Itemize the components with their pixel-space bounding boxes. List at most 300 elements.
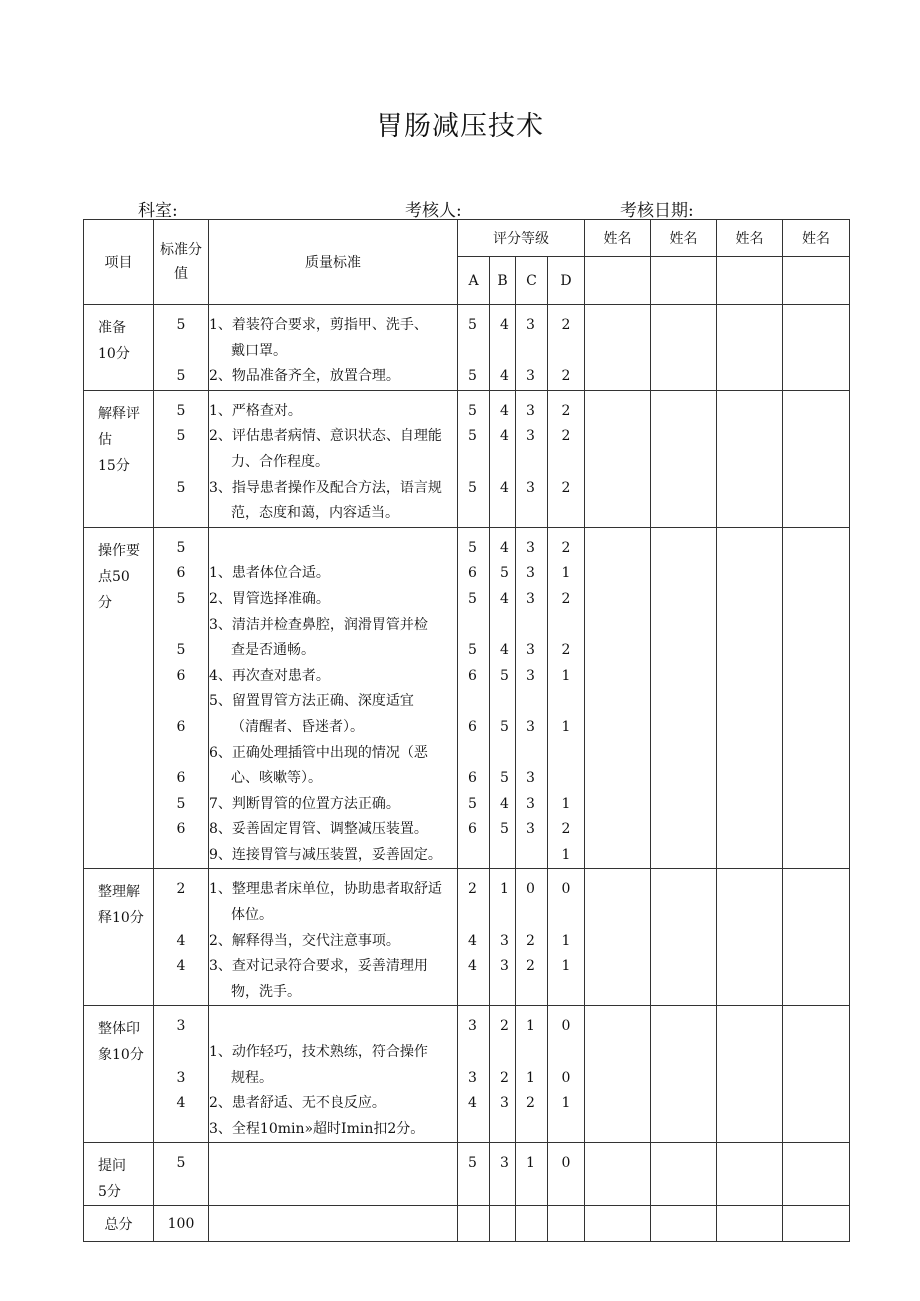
criterion-line: （清醒者、昏迷者）。 (231, 718, 364, 735)
category-cell (84, 869, 154, 1006)
score-value (526, 741, 547, 767)
score-value: 2 (526, 932, 535, 949)
name-score-cell[interactable] (717, 1143, 783, 1206)
score-value (500, 843, 515, 869)
score-value: 3 (468, 1018, 477, 1035)
score-value (500, 980, 515, 1006)
score-value: 5 (468, 795, 477, 812)
score-value: 1 (561, 846, 571, 863)
score-value: 4 (468, 958, 477, 975)
score-value: 3 (526, 667, 535, 684)
score-value: 3 (526, 479, 535, 496)
grade-a-cell (458, 1143, 490, 1206)
score-value: 2 (176, 881, 186, 898)
score-value: 1 (561, 565, 571, 582)
score-value: 4 (176, 958, 186, 975)
name-score-cell[interactable] (783, 390, 850, 527)
page-title: 胃肠减压技术 (376, 111, 544, 142)
score-value: 5 (176, 590, 186, 607)
total-blank (490, 1206, 516, 1242)
score-value: 1 (561, 667, 571, 684)
grade-b-cell (490, 869, 516, 1006)
score-value: 2 (500, 1018, 509, 1035)
name-score-cell[interactable] (651, 869, 717, 1006)
score-value: 4 (500, 368, 509, 385)
score-value: 6 (468, 770, 477, 787)
score-value: 5 (500, 770, 509, 787)
category-line: 提问 (98, 1158, 126, 1175)
score-value: 3 (176, 1018, 186, 1035)
name-score-cell[interactable] (585, 1006, 651, 1143)
section-row-tidy-explain (84, 869, 850, 1006)
score-value: 1 (500, 881, 509, 898)
score-value (526, 1040, 547, 1066)
criterion-line: 2、解释得当，交代注意事项。 (209, 932, 400, 949)
score-value (548, 903, 584, 929)
score-value: 5 (500, 667, 509, 684)
score-value (548, 980, 584, 1006)
score-value: 3 (526, 402, 535, 419)
score-value: 5 (468, 590, 477, 607)
examiner-label: 考核人: (405, 201, 462, 221)
standard-score-cell (154, 1006, 209, 1143)
score-value: 0 (561, 1155, 571, 1172)
category-line: 15分 (98, 457, 130, 474)
total-blank (548, 1206, 585, 1242)
score-value: 6 (176, 565, 186, 582)
score-value: 3 (500, 958, 509, 975)
grade-c-cell (516, 869, 548, 1006)
criterion-line: 物，洗手。 (231, 983, 301, 1000)
score-value (548, 766, 584, 792)
exam-date-label: 考核日期: (620, 201, 694, 221)
score-value: 1 (561, 958, 571, 975)
score-value: 3 (526, 795, 535, 812)
name-score-cell[interactable] (717, 527, 783, 869)
score-value: 2 (561, 317, 571, 333)
header-item: 项目 (84, 220, 154, 305)
score-value (548, 741, 584, 767)
criterion-line: 规程。 (231, 1069, 273, 1086)
score-value: 2 (561, 590, 571, 607)
criterion-line: 4、再次查对患者。 (209, 667, 330, 684)
grade-d-cell (548, 390, 585, 527)
score-value: 5 (176, 317, 186, 333)
score-value: 2 (468, 881, 477, 898)
score-value: 5 (468, 428, 477, 445)
name-score-cell[interactable] (651, 305, 717, 391)
score-value (468, 843, 489, 869)
score-value: 1 (561, 932, 571, 949)
score-value (468, 1117, 489, 1143)
criterion-line: 5、留置胃管方法正确、深度适宜 (209, 693, 414, 710)
score-value (468, 689, 489, 715)
score-value: 5 (176, 428, 186, 445)
name-score-cell[interactable] (651, 1006, 717, 1143)
department-label: 科室: (138, 201, 178, 221)
category-cell (84, 527, 154, 869)
grade-c-cell (516, 305, 548, 391)
score-value: 5 (500, 821, 509, 838)
category-line: 5分 (98, 1184, 121, 1201)
score-value: 6 (468, 667, 477, 684)
score-value: 3 (526, 642, 535, 659)
criterion-line: 1、整理患者床单位，协助患者取舒适 (209, 881, 442, 898)
grade-a-cell (458, 390, 490, 527)
score-value: 5 (468, 642, 477, 659)
score-value: 2 (561, 821, 571, 838)
score-value: 4 (176, 932, 186, 949)
grade-b-cell (490, 390, 516, 527)
category-line: 象10分 (98, 1047, 144, 1064)
criterion-line: 3、查对记录符合要求，妥善清理用 (209, 958, 428, 975)
grade-d-cell (548, 1143, 585, 1206)
score-value (154, 613, 208, 639)
criterion-line: 7、判断胃管的位置方法正确。 (209, 795, 400, 812)
name-score-cell[interactable] (783, 869, 850, 1006)
score-value: 3 (526, 770, 535, 787)
score-value: 0 (526, 881, 535, 898)
score-value (526, 843, 547, 869)
criterion-line: 2、物品准备齐全，放置合理。 (209, 368, 400, 385)
score-value: 3 (526, 718, 535, 735)
score-value: 0 (561, 1018, 571, 1035)
total-blank (516, 1206, 548, 1242)
score-value: 5 (176, 1155, 186, 1172)
header-grade-b: B (490, 257, 516, 305)
score-value (154, 1040, 208, 1066)
criteria-cell (209, 1143, 458, 1206)
score-value: 4 (500, 479, 509, 496)
score-value: 1 (526, 1155, 535, 1172)
name-score-cell[interactable] (783, 1143, 850, 1206)
score-value: 2 (561, 539, 571, 556)
score-value: 5 (500, 718, 509, 735)
category-line: 分 (98, 594, 112, 611)
section-row-overall-impression (84, 1006, 850, 1143)
name-score-cell[interactable] (651, 390, 717, 527)
criterion-line: 1、动作轻巧，技术熟练，符合操作 (209, 1044, 428, 1061)
criterion-line: 查是否通畅。 (231, 642, 315, 659)
total-blank (209, 1206, 458, 1242)
header-name-1: 姓名 (585, 220, 651, 257)
score-value (154, 843, 208, 869)
scoring-table (83, 219, 850, 1242)
criterion-line (209, 1151, 457, 1177)
grade-d-cell (548, 869, 585, 1006)
score-value (500, 613, 515, 639)
name-score-cell[interactable] (717, 390, 783, 527)
category-line: 解释评 (98, 405, 140, 422)
grade-c-cell (516, 527, 548, 869)
criterion-line (209, 1014, 457, 1040)
score-value (526, 903, 547, 929)
header-grade-d: D (548, 257, 585, 305)
score-value (548, 1117, 584, 1143)
name-score-cell[interactable] (783, 527, 850, 869)
standard-score-cell (154, 869, 209, 1006)
name-score-cell[interactable] (783, 305, 850, 391)
score-value (468, 339, 489, 365)
criterion-line: 心、咳嗽等）。 (231, 770, 322, 787)
score-value (548, 613, 584, 639)
criterion-line: 2、患者舒适、无不良反应。 (209, 1095, 386, 1112)
grade-b-cell (490, 1006, 516, 1143)
name-score-cell[interactable] (717, 1206, 783, 1242)
grade-b-cell (490, 1143, 516, 1206)
name-score-cell[interactable] (585, 527, 651, 869)
score-value: 5 (176, 479, 186, 496)
score-value: 6 (176, 821, 186, 838)
criterion-line: 3、清洁并检查鼻腔，润滑胃管并检 (209, 616, 428, 633)
header-standard-score: 标准分 值 (154, 220, 209, 305)
score-value: 3 (468, 1069, 477, 1086)
score-value (526, 613, 547, 639)
name-score-cell[interactable] (585, 1206, 651, 1242)
score-value: 1 (561, 795, 571, 812)
score-value (468, 741, 489, 767)
score-value (154, 450, 208, 476)
score-value: 4 (468, 1095, 477, 1112)
score-value (526, 980, 547, 1006)
section-row-questions (84, 1143, 850, 1206)
criteria-cell (209, 869, 458, 1006)
score-value: 0 (561, 881, 571, 898)
name-score-cell[interactable] (783, 1206, 850, 1242)
score-value (548, 339, 584, 365)
category-line: 准备 (98, 320, 126, 336)
score-value: 4 (500, 428, 509, 445)
score-value: 3 (176, 1069, 186, 1086)
score-value: 1 (526, 1069, 535, 1086)
name-cell[interactable] (717, 257, 783, 305)
score-value: 5 (468, 368, 477, 385)
grade-d-cell (548, 1006, 585, 1143)
name-score-cell[interactable] (651, 1143, 717, 1206)
criteria-cell (209, 305, 458, 391)
score-value: 3 (500, 1155, 509, 1172)
name-score-cell[interactable] (585, 305, 651, 391)
header-name-4: 姓名 (783, 220, 850, 257)
score-value: 6 (468, 718, 477, 735)
score-value (468, 980, 489, 1006)
grade-a-cell (458, 305, 490, 391)
grade-a-cell (458, 527, 490, 869)
criterion-line: 6、正确处理插管中出现的情况（恶 (209, 744, 428, 761)
score-value: 5 (468, 317, 477, 333)
grade-c-cell (516, 1143, 548, 1206)
criterion-line: 8、妥善固定胃管、调整减压装置。 (209, 821, 428, 838)
score-value: 1 (526, 1018, 535, 1035)
section-row-operation (84, 527, 850, 869)
score-value (468, 1040, 489, 1066)
score-value (500, 689, 515, 715)
category-line: 整理解 (98, 884, 140, 901)
score-value: 0 (561, 1069, 571, 1086)
header-quality-standard: 质量标准 (209, 220, 458, 305)
score-value: 4 (500, 539, 509, 556)
score-value (154, 339, 208, 365)
criterion-line: 2、评估患者病情、意识状态、自理能 (209, 428, 442, 445)
score-value: 5 (500, 565, 509, 582)
score-value: 2 (561, 479, 571, 496)
name-score-cell[interactable] (783, 1006, 850, 1143)
category-line: 操作要 (98, 542, 140, 559)
score-value: 2 (561, 368, 571, 385)
score-value: 2 (561, 642, 571, 659)
header-grade-group: 评分等级 (458, 220, 585, 257)
score-value (500, 903, 515, 929)
criterion-line (209, 536, 457, 562)
criterion-line: 3、全程10min»超时Imin扣2分。 (209, 1120, 425, 1137)
standard-score-cell (154, 1143, 209, 1206)
score-value (500, 741, 515, 767)
score-value: 4 (176, 1095, 186, 1112)
score-value (154, 741, 208, 767)
criteria-cell (209, 1006, 458, 1143)
score-value: 5 (468, 1155, 477, 1172)
name-cell[interactable] (585, 257, 651, 305)
grade-b-cell (490, 527, 516, 869)
score-value: 3 (500, 932, 509, 949)
category-line: 10分 (98, 346, 130, 362)
criteria-cell (209, 390, 458, 527)
score-value (154, 980, 208, 1006)
score-value: 5 (468, 479, 477, 496)
name-score-cell[interactable] (585, 1143, 651, 1206)
criterion-line: 1、着装符合要求，剪指甲、洗手、 (209, 317, 428, 333)
score-value: 3 (526, 368, 535, 385)
name-score-cell[interactable] (651, 527, 717, 869)
name-score-cell[interactable] (717, 305, 783, 391)
section-row-explain-assess (84, 390, 850, 527)
score-value: 3 (526, 821, 535, 838)
score-value: 2 (526, 1095, 535, 1112)
score-value: 3 (526, 428, 535, 445)
score-value: 6 (176, 667, 186, 684)
category-line: 释10分 (98, 910, 144, 927)
score-value (500, 1117, 515, 1143)
score-value: 2 (561, 402, 571, 419)
score-value: 5 (468, 539, 477, 556)
total-blank (458, 1206, 490, 1242)
score-value: 5 (176, 368, 186, 385)
category-line: 整体印 (98, 1021, 140, 1038)
criteria-cell (209, 527, 458, 869)
section-row-preparation (84, 305, 850, 391)
grade-c-cell (516, 390, 548, 527)
grade-b-cell (490, 305, 516, 391)
score-value (500, 339, 515, 365)
grade-d-cell (548, 305, 585, 391)
score-value: 4 (500, 795, 509, 812)
score-value: 3 (526, 539, 535, 556)
criterion-line: 1、患者体位合适。 (209, 565, 330, 582)
score-value: 4 (500, 402, 509, 419)
standard-score-cell (154, 390, 209, 527)
score-value (500, 1040, 515, 1066)
name-score-cell[interactable] (651, 1206, 717, 1242)
criterion-line: 范，态度和蔼，内容适当。 (231, 505, 399, 522)
score-value: 3 (526, 317, 535, 333)
score-value: 3 (526, 590, 535, 607)
score-value: 2 (500, 1069, 509, 1086)
score-value (500, 450, 515, 476)
grade-d-cell (548, 527, 585, 869)
name-score-cell[interactable] (717, 1006, 783, 1143)
score-value (468, 450, 489, 476)
score-value (154, 1117, 208, 1143)
standard-score-cell (154, 527, 209, 869)
score-value: 2 (561, 428, 571, 445)
criterion-line: 1、严格查对。 (209, 402, 302, 419)
score-value (468, 613, 489, 639)
name-cell[interactable] (651, 257, 717, 305)
score-value (526, 339, 547, 365)
category-line: 估 (98, 431, 112, 448)
score-value: 5 (176, 795, 186, 812)
criterion-line: 戴口罩。 (231, 342, 287, 359)
criterion-line: 2、胃管选择准确。 (209, 590, 330, 607)
score-value: 6 (176, 718, 186, 735)
score-value: 3 (526, 565, 535, 582)
score-value (154, 903, 208, 929)
score-value (468, 903, 489, 929)
header-grade-a: A (458, 257, 490, 305)
category-cell (84, 1143, 154, 1206)
score-value: 4 (500, 642, 509, 659)
score-value (548, 689, 584, 715)
category-cell (84, 390, 154, 527)
criterion-line: 力、合作程度。 (231, 453, 329, 470)
name-score-cell[interactable] (585, 390, 651, 527)
score-value (548, 450, 584, 476)
score-value (548, 1040, 584, 1066)
score-value: 3 (500, 1095, 509, 1112)
score-value: 5 (176, 539, 186, 556)
score-value: 4 (500, 590, 509, 607)
header-grade-c: C (516, 257, 548, 305)
score-value: 2 (526, 958, 535, 975)
score-value: 1 (561, 718, 571, 735)
grade-a-cell (458, 869, 490, 1006)
category-cell (84, 305, 154, 391)
name-score-cell[interactable] (717, 869, 783, 1006)
score-value: 1 (561, 1095, 571, 1112)
score-value: 6 (176, 770, 186, 787)
standard-score-cell (154, 305, 209, 391)
category-line: 点50 (98, 568, 130, 585)
category-cell (84, 1006, 154, 1143)
grade-a-cell (458, 1006, 490, 1143)
name-cell[interactable] (783, 257, 850, 305)
grade-c-cell (516, 1006, 548, 1143)
score-value (526, 1117, 547, 1143)
header-name-3: 姓名 (717, 220, 783, 257)
score-value (526, 450, 547, 476)
score-value: 5 (176, 402, 186, 419)
score-value (154, 689, 208, 715)
score-value: 6 (468, 565, 477, 582)
score-value: 5 (468, 402, 477, 419)
score-value: 5 (176, 642, 186, 659)
total-value: 100 (154, 1206, 209, 1242)
criterion-line: 3、指导患者操作及配合方法，语言规 (209, 479, 442, 496)
name-score-cell[interactable] (585, 869, 651, 1006)
criterion-line: 体位。 (231, 907, 273, 924)
criterion-line: 9、连接胃管与减压装置，妥善固定。 (209, 846, 442, 863)
total-label: 总分 (84, 1206, 154, 1242)
